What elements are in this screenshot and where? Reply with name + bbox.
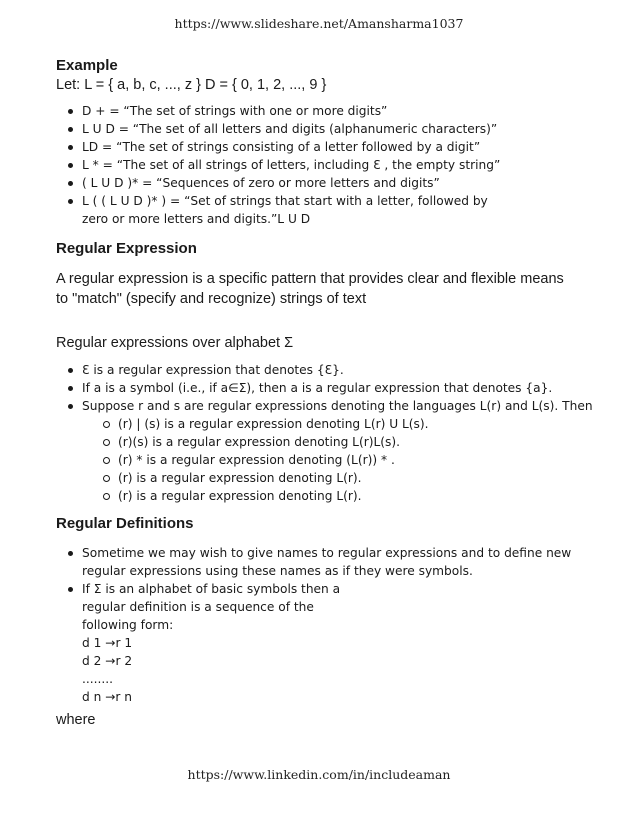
definitions-list [56,544,616,634]
regular-definitions-heading: Regular Definitions [56,515,194,532]
sub-list-item: (r)(s) is a regular expression denoting L(r)L(s). [56,433,616,451]
sub-list-item: (r) is a regular expression denoting L(r). [56,487,616,505]
definition-line: d 1 →r 1 [82,636,133,650]
regex-sub-list [56,415,616,505]
list-item: Ɛ is a regular expression that denotes {Ɛ}. [56,361,616,379]
list-item: L * = “The set of all strings of letters, including Ɛ , the empty string” [56,156,616,174]
regex-rules-list [56,361,616,415]
footer-url: https://www.linkedin.com/in/includeaman [187,767,451,782]
regex-description: A regular expression is a specific pattern that provides clear and flexible means to "match" (specify and recognize) strings of text [56,271,564,307]
list-item: Suppose r and s are regular expressions denoting the languages L(r) and L(s). Then [56,397,616,415]
alphabet-line: Regular expressions over alphabet Σ [56,335,294,351]
list-item: Sometime we may wish to give names to regular expressions and to define new regular expressions using these names as if they were symbols. [56,544,587,580]
regular-expression-heading: Regular Expression [56,240,197,257]
where-label: where [56,712,96,728]
definition-line: d 2 →r 2 [82,654,133,668]
list-item: L U D = “The set of all letters and digits (alphanumeric characters)” [56,120,616,138]
list-item: D + = “The set of strings with one or more digits” [56,102,616,120]
example-list [56,102,616,228]
let-definition: Let: L = { a, b, c, ..., z } D = { 0, 1, 2, ..., 9 } [56,77,327,93]
list-item: L ( ( L U D )* ) = “Set of strings that start with a letter, followed by zero or more letters and digits.”L U D [56,192,512,228]
header-url: https://www.slideshare.net/Amansharma1037 [174,16,464,31]
sub-list-item: (r) is a regular expression denoting L(r). [56,469,616,487]
definition-form [56,634,616,706]
definition-line: d n →r n [82,690,133,704]
list-item: If a is a symbol (i.e., if a∈Σ), then a is a regular expression that denotes {a}. [56,379,616,397]
example-heading: Example [56,57,118,74]
document-content [56,55,616,728]
sub-list-item: (r) | (s) is a regular expression denoting L(r) U L(s). [56,415,616,433]
definition-line: ........ [82,672,113,686]
list-item: If Σ is an alphabet of basic symbols then a regular definition is a sequence of the following form: [56,580,352,634]
list-item: ( L U D )* = “Sequences of zero or more letters and digits” [56,174,616,192]
sub-list-item: (r) * is a regular expression denoting (L(r)) * . [56,451,616,469]
list-item: LD = “The set of strings consisting of a letter followed by a digit” [56,138,616,156]
